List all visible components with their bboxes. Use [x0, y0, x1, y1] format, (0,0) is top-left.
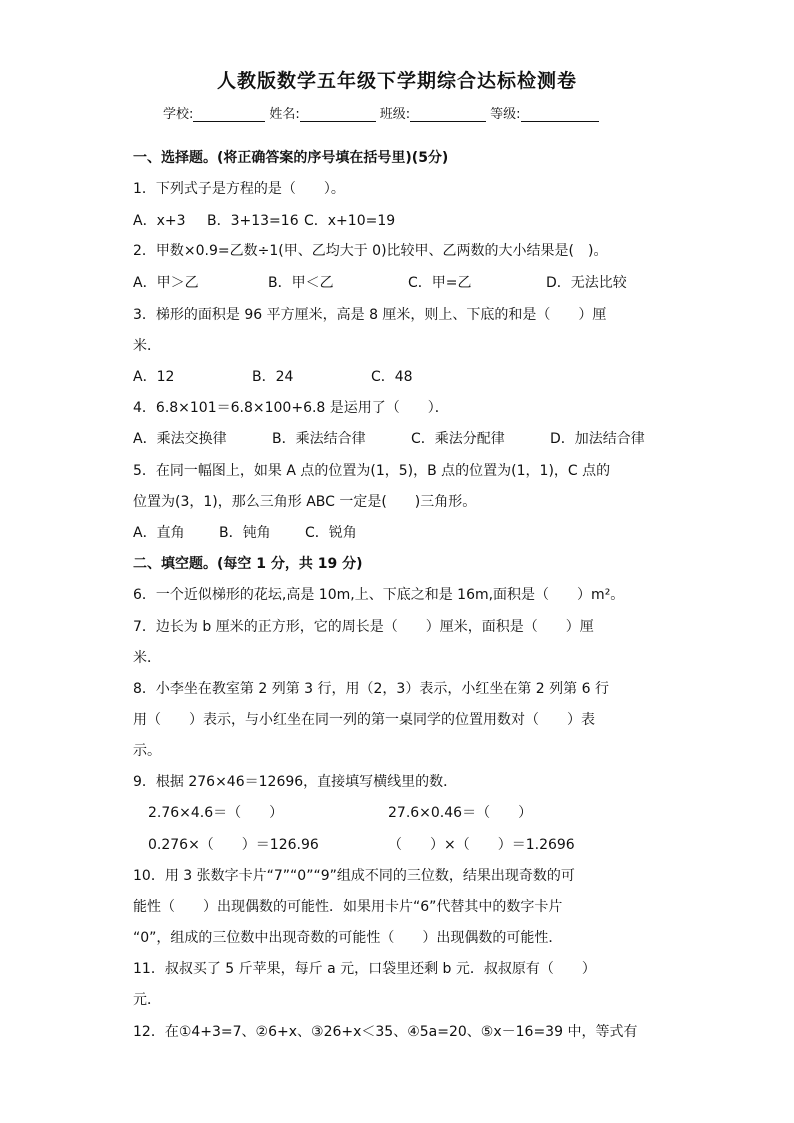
q12-stem: 12．在①4+3=7、②6+x、③26+x＜35、④5a=20、⑤x－16=39 中，等式有 — [133, 1024, 638, 1040]
q1-options — [133, 212, 395, 230]
q4-option-d: D．加法结合律 — [550, 431, 645, 447]
q2-stem: 2．甲数×0.9=乙数÷1(甲、乙均大于 0)比较甲、乙两数的大小结果是( )。 — [133, 243, 608, 259]
q8-stem-line-3: 示。 — [133, 743, 161, 759]
q1-stem: 1．下列式子是方程的是（ ）。 — [133, 181, 345, 197]
q4-stem: 4．6.8×101＝6.8×100+6.8 是运用了（ ）． — [133, 400, 449, 416]
q3-option-a: A．12 — [133, 369, 175, 385]
q5-option-b: B．钝角 — [219, 525, 271, 541]
q7-stem-line-2: 米． — [133, 650, 161, 666]
q2-option-a: A．甲＞乙 — [133, 275, 199, 291]
section-2-heading: 二、填空题。(每空 1 分，共 19 分) — [133, 556, 363, 572]
q2-options — [133, 274, 627, 292]
q11-stem-line-1: 11．叔叔买了 5 斤苹果，每斤 a 元，口袋里还剩 b 元．叔叔原有（ ） — [133, 961, 596, 977]
q5-option-a: A．直角 — [133, 525, 185, 541]
q2-option-d: D．无法比较 — [546, 275, 627, 291]
q9-row-2 — [148, 836, 575, 854]
q4-option-a: A．乘法交换律 — [133, 431, 227, 447]
q7-stem-line-1: 7．边长为 b 厘米的正方形，它的周长是（ ）厘米，面积是（ ）厘 — [133, 619, 594, 635]
section-1-heading: 一、选择题。(将正确答案的序号填在括号里)(5分) — [133, 150, 449, 166]
q9-blank-2: 27.6×0.46＝（ ） — [388, 805, 533, 821]
class-blank — [410, 107, 486, 122]
q4-option-b: B．乘法结合律 — [272, 431, 366, 447]
q5-stem-line-1: 5．在同一幅图上，如果 A 点的位置为(1，5)，B 点的位置为(1，1)，C 点的 — [133, 463, 611, 479]
q4-options — [133, 430, 645, 448]
q8-stem-line-1: 8．小李坐在教室第 2 列第 3 行，用（2，3）表示，小红坐在第 2 列第 6 行 — [133, 681, 609, 697]
q9-blank-3: 0.276×（ ）＝126.96 — [148, 837, 319, 853]
student-info-row — [163, 103, 603, 122]
q3-options — [133, 368, 413, 386]
q10-stem-line-3: “0”，组成的三位数中出现奇数的可能性（ ）出现偶数的可能性． — [133, 930, 563, 946]
q5-option-c: C．锐角 — [305, 525, 357, 541]
name-label: 姓名: — [269, 107, 300, 122]
school-blank — [193, 107, 265, 122]
q9-blank-1: 2.76×4.6＝（ ） — [148, 805, 284, 821]
q9-row-1 — [148, 804, 532, 822]
q3-option-b: B．24 — [252, 369, 294, 385]
grade-blank — [521, 107, 599, 122]
q9-blank-4: （ ）×（ ）＝1.2696 — [388, 837, 575, 853]
q10-stem-line-1: 10．用 3 张数字卡片“7”“0”“9”组成不同的三位数，结果出现奇数的可 — [133, 868, 575, 884]
q11-stem-line-2: 元． — [133, 992, 161, 1008]
grade-label: 等级: — [490, 107, 521, 122]
q3-option-c: C．48 — [371, 369, 413, 385]
class-label: 班级: — [379, 107, 411, 122]
q5-options — [133, 524, 357, 542]
q10-stem-line-2: 能性（ ）出现偶数的可能性．如果用卡片“6”代替其中的数字卡片 — [133, 899, 563, 915]
q4-option-c: C．乘法分配律 — [411, 431, 505, 447]
q1-option-a: A．x+3 — [133, 213, 186, 229]
q8-stem-line-2: 用（ ）表示，与小红坐在同一列的第一桌同学的位置用数对（ ）表 — [133, 712, 595, 728]
q3-stem-line-2: 米． — [133, 338, 161, 354]
q6-stem: 6．一个近似梯形的花坛,高是 10m,上、下底之和是 16m,面积是（ ）m²。 — [133, 587, 625, 603]
q9-stem: 9．根据 276×46＝12696，直接填写横线里的数． — [133, 774, 458, 790]
q1-option-c: C．x+10=19 — [304, 213, 396, 229]
q1-option-b: B．3+13=16 — [207, 213, 299, 229]
q2-option-c: C．甲=乙 — [408, 275, 472, 291]
q5-stem-line-2: 位置为(3，1)，那么三角形 ABC 一定是( )三角形。 — [133, 494, 477, 510]
page-title: 人教版数学五年级下学期综合达标检测卷 — [216, 70, 577, 92]
name-blank — [300, 107, 376, 122]
school-label: 学校: — [163, 107, 194, 122]
q2-option-b: B．甲＜乙 — [268, 275, 334, 291]
q3-stem-line-1: 3．梯形的面积是 96 平方厘米，高是 8 厘米，则上、下底的和是（ ）厘 — [133, 307, 607, 323]
